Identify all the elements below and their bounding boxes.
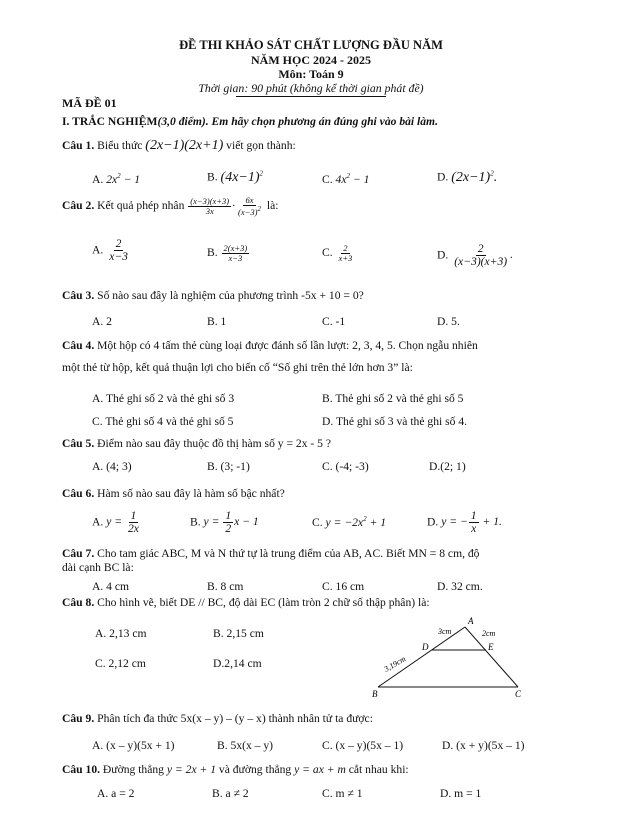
q1-option-a[interactable]: A. $2x^2 - 1$ xyxy=(92,172,141,186)
question-5: Câu 5. Điểm nào sau đây thuộc đồ thị hàm số y = 2x - 5 ? xyxy=(62,437,331,450)
q9-option-c[interactable]: C. (x – y)(5x – 1) xyxy=(322,739,404,752)
exam-code: MÃ ĐỀ 01 xyxy=(62,96,117,110)
label-db: 3,19cm xyxy=(382,654,408,674)
q5-option-a[interactable]: A. (4; 3) xyxy=(92,460,132,473)
question-10: Câu 10. Đường thẳng y = 2x + 1 và đường thẳng y = ax + m cắt nhau khi: xyxy=(62,763,409,776)
q4-option-c[interactable]: C. Thẻ ghi số 4 và thẻ ghi số 5 xyxy=(92,415,234,428)
q2-option-d[interactable]: D. $\frac{2}{(x-3)(x+3)}$ . xyxy=(437,242,514,269)
question-4: Câu 4. Một hộp có 4 tấm thẻ cùng loại được đánh số lần lượt: 2, 3, 4, 5. Chọn ngẫu nhiên xyxy=(62,339,478,352)
label-ad: 3cm xyxy=(438,627,452,636)
q6-option-a[interactable]: A. y = $\frac{1}{2x}$ xyxy=(92,509,139,536)
q3-option-b[interactable]: B. 1 xyxy=(207,315,227,328)
label-d: D xyxy=(422,642,429,652)
q7-option-a[interactable]: A. 4 cm xyxy=(92,580,130,593)
time-limit: Thời gian: 90 phút (không kể thời gian phát đề) xyxy=(198,81,424,95)
q3-option-d[interactable]: D. 5. xyxy=(437,315,460,328)
label-e: E xyxy=(488,642,494,652)
q5-option-c[interactable]: C. (-4; -3) xyxy=(322,460,369,473)
side-ab xyxy=(378,627,465,687)
q4-option-d[interactable]: D. Thẻ ghi số 3 và thẻ ghi số 4. xyxy=(322,415,468,428)
q7-option-b[interactable]: B. 8 cm xyxy=(207,580,244,593)
q4-option-a[interactable]: A. Thẻ ghi số 2 và thẻ ghi số 3 xyxy=(92,392,235,405)
subject: Môn: Toán 9 xyxy=(278,67,344,81)
q2-option-c[interactable]: C. $\frac{2}{x+3}$ xyxy=(322,243,353,263)
q6-option-d[interactable]: D. y = − $\frac{1}{x}$ + 1. xyxy=(427,509,502,536)
q1-option-d[interactable]: D. $(2x-1)^2$. xyxy=(437,169,498,185)
question-7-line2: dài cạnh BC là: xyxy=(62,561,134,574)
label-c: C xyxy=(515,689,522,699)
q8-option-c[interactable]: C. 2,12 cm xyxy=(95,657,146,670)
q1-option-b[interactable]: B. $(4x-1)^2$ xyxy=(207,169,264,185)
section-heading: I. TRẮC NGHIỆM(3,0 điểm). Em hãy chọn phương án đúng ghi vào bài làm. xyxy=(62,115,438,128)
q8-option-b[interactable]: B. 2,15 cm xyxy=(213,627,264,640)
label-a: A xyxy=(468,616,474,626)
q8-option-d[interactable]: D.2,14 cm xyxy=(213,657,262,670)
q8-option-a[interactable]: A. 2,13 cm xyxy=(95,627,147,640)
triangle-figure xyxy=(360,612,535,702)
question-3: Câu 3. Số nào sau đây là nghiệm của phương trình -5x + 10 = 0? xyxy=(62,289,364,302)
q9-option-a[interactable]: A. (x – y)(5x + 1) xyxy=(92,739,175,752)
q6-option-b[interactable]: B. y = $\frac{1}{2}$ x − 1 xyxy=(190,509,259,536)
school-year: NĂM HỌC 2024 - 2025 xyxy=(251,53,371,67)
q3-option-a[interactable]: A. 2 xyxy=(92,315,112,328)
q5-option-d[interactable]: D.(2; 1) xyxy=(429,460,466,473)
q6-option-c[interactable]: C. $y = -2x^2 + 1$ xyxy=(312,515,387,529)
question-4-line2: một thẻ từ hộp, kết quả thuận lợi cho biến cố “Số ghi trên thẻ lớn hơn 3” là: xyxy=(62,361,413,374)
question-9: Câu 9. Phân tích đa thức 5x(x – y) – (y – x) thành nhân tử ta được: xyxy=(62,712,373,725)
q7-option-c[interactable]: C. 16 cm xyxy=(322,580,365,593)
question-6: Câu 6. Hàm số nào sau đây là hàm số bậc nhất? xyxy=(62,487,285,500)
question-2: Câu 2. Kết quả phép nhân $\frac{(x-3)(x+3)}{3x}$ · $\frac{6x}{(x-3)^2}$ là: xyxy=(62,195,279,217)
q3-option-c[interactable]: C. -1 xyxy=(322,315,346,328)
label-b: B xyxy=(372,689,378,699)
q10-option-b[interactable]: B. a ≠ 2 xyxy=(212,787,249,800)
header-divider xyxy=(236,96,386,97)
question-1: Câu 1. Biểu thức (2x−1)(2x+1) viết gọn thành: xyxy=(62,138,296,153)
q9-option-b[interactable]: B. 5x(x – y) xyxy=(217,739,274,752)
q2-option-b[interactable]: B. $\frac{2(x+3)}{x-3}$ xyxy=(207,243,248,263)
q4-option-b[interactable]: B. Thẻ ghi số 2 và thẻ ghi số 5 xyxy=(322,392,464,405)
question-7: Câu 7. Cho tam giác ABC, M và N thứ tự là trung điểm của AB, AC. Biết MN = 8 cm, độ xyxy=(62,547,480,560)
label-ae: 2cm xyxy=(482,629,496,638)
q1-option-c[interactable]: C. $4x^2 - 1$ xyxy=(322,172,370,186)
question-8: Câu 8. Cho hình vẽ, biết DE // BC, độ dài EC (làm tròn 2 chữ số thập phân) là: xyxy=(62,596,430,609)
q9-option-d[interactable]: D. (x + y)(5x – 1) xyxy=(442,739,525,752)
q5-option-b[interactable]: B. (3; -1) xyxy=(207,460,250,473)
q10-option-c[interactable]: C. m ≠ 1 xyxy=(322,787,363,800)
exam-title: ĐỀ THI KHẢO SÁT CHẤT LƯỢNG ĐẦU NĂM xyxy=(179,38,443,52)
q10-option-d[interactable]: D. m = 1 xyxy=(440,787,482,800)
q10-option-a[interactable]: A. a = 2 xyxy=(97,787,135,800)
q7-option-d[interactable]: D. 32 cm. xyxy=(437,580,483,593)
q2-option-a[interactable]: A. $\frac{2}{x-3}$ xyxy=(92,237,128,264)
